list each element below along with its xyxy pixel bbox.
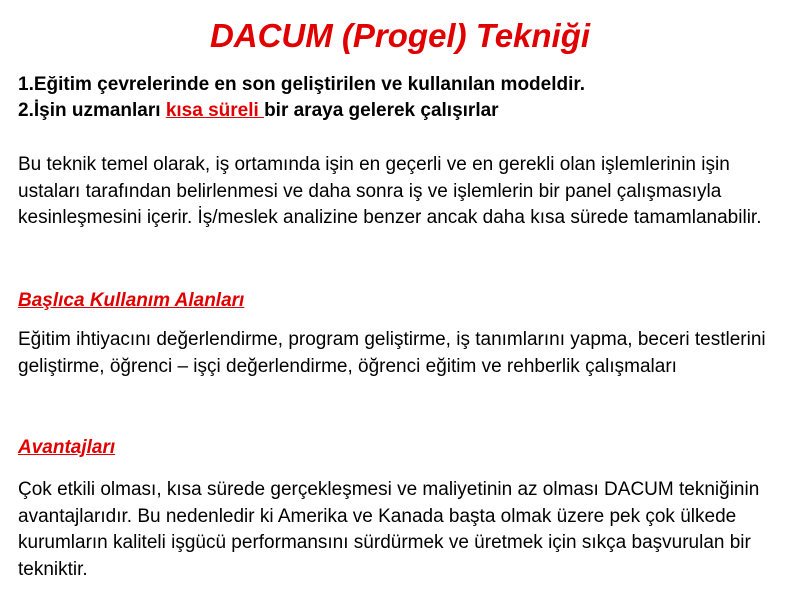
key-points xyxy=(18,72,788,124)
section-body-usage: Eğitim ihtiyacını değerlendirme, program geliştirme, iş tanımlarını yapma, beceri testlerini geliştirme, öğrenci – işçi değerlendirme, öğrenci eğitim ve rehberlik çalışmaları xyxy=(18,329,766,377)
point-2 xyxy=(18,98,788,124)
point-2-end: bir araya gelerek çalışırlar xyxy=(264,100,499,121)
section-heading-usage: Başlıca Kullanım Alanları xyxy=(18,290,245,311)
section-heading-advantages: Avantajları xyxy=(18,437,116,458)
point-2-highlight: kısa süreli xyxy=(165,100,265,121)
slide-title: DACUM (Progel) Tekniği xyxy=(209,17,591,54)
intro-paragraph: Bu teknik temel olarak, iş ortamında işin en geçerli ve en gerekli olan işlemlerinin işin ustaları tarafından belirlenmesi ve daha sonra iş ve işlemlerin bir panel çalışmasıyla kesinleşmesini içerir. İş/meslek analizine benzer ancak daha kısa sürede tamamlanabilir. xyxy=(18,154,762,228)
point-2-start: 2.İşin uzmanları xyxy=(18,100,166,121)
point-1: 1.Eğitim çevrelerinde en son geliştirilen ve kullanılan modeldir. xyxy=(18,74,586,95)
section-body-advantages: Çok etkili olması, kısa sürede gerçekleşmesi ve maliyetinin az olması DACUM tekniğinin avantajlarıdır. Bu nedenledir ki Amerika ve Kanada başta olmak üzere pek çok ülkede kurumların kaliteli işgücü performansını sürdürmek ve üretmek için sıkça başvurulan bir tekniktir. xyxy=(18,479,760,580)
